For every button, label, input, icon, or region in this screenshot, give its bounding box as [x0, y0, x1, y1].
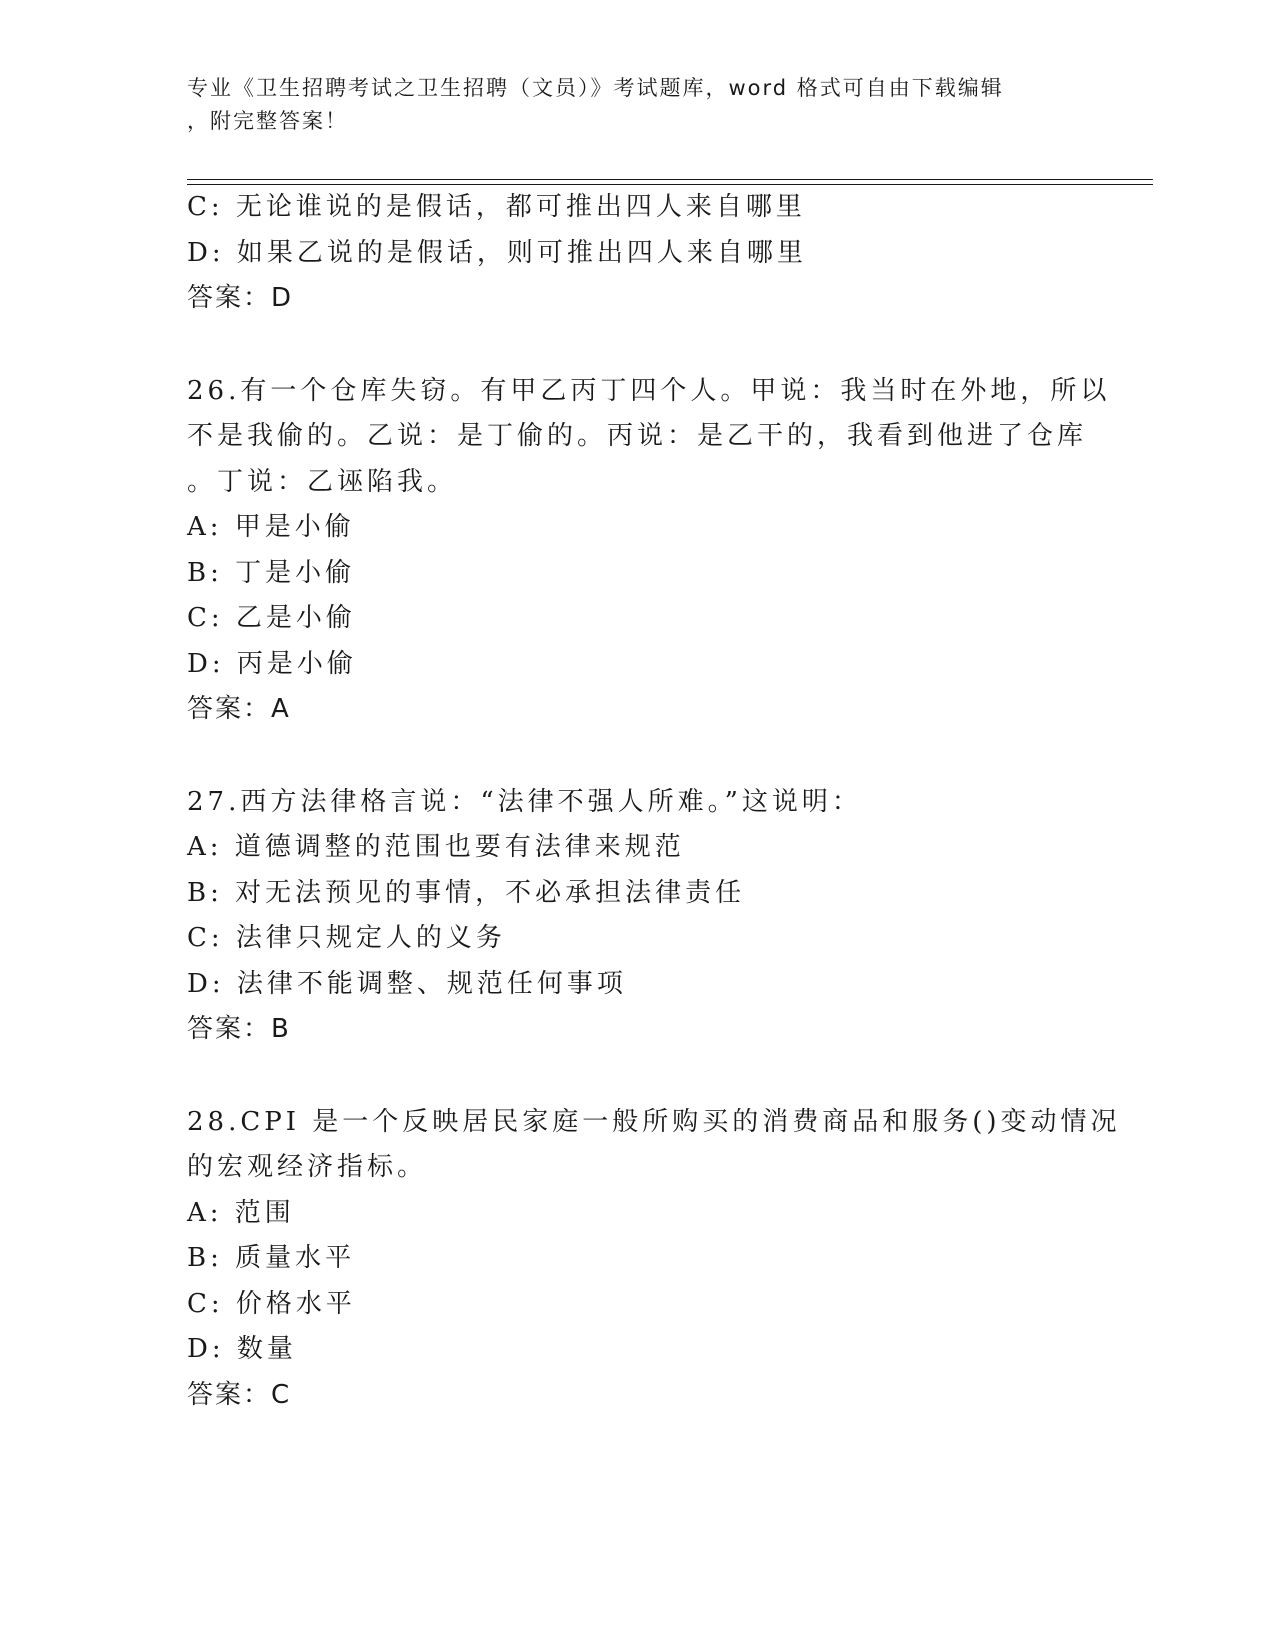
option-c: C: 法律只规定人的义务 — [187, 923, 506, 953]
question-27 — [187, 780, 1087, 1053]
question-stem — [187, 369, 1111, 506]
stem-line: 26.有一个仓库失窃。有甲乙丙丁四个人。甲说：我当时在外地，所以 — [187, 375, 1111, 406]
option-a: A: 范围 — [187, 1197, 295, 1228]
answer-line: 答案：C — [187, 1379, 292, 1410]
stem-line: 不是我偷的。乙说：是丁偷的。丙说：是乙干的，我看到他进了仓库 — [187, 421, 1088, 451]
stem-line: 。丁说：乙诬陷我。 — [187, 466, 458, 497]
option-d: D: 如果乙说的是假话，则可推出四人来自哪里 — [187, 237, 807, 268]
option-d: D: 数量 — [187, 1334, 297, 1364]
option-c: C: 价格水平 — [187, 1288, 356, 1319]
option-b: B: 丁是小偷 — [187, 557, 356, 588]
question-stem — [187, 780, 1087, 826]
answer-line: 答案：D — [187, 283, 294, 313]
question-28 — [187, 1100, 1121, 1419]
option-a: A: 甲是小偷 — [187, 512, 355, 542]
stem-line: 28.CPI 是一个反映居民家庭一般所购买的消费商品和服务()变动情况 — [187, 1106, 1121, 1137]
answer-line: 答案：A — [187, 694, 291, 724]
option-c: C: 乙是小偷 — [187, 603, 356, 633]
spacer — [187, 322, 1087, 369]
option-d: D: 法律不能调整、规范任何事项 — [187, 968, 627, 999]
answer-line: 答案：B — [187, 1014, 291, 1044]
document-header — [187, 72, 1067, 138]
stem-line: 27.西方法律格言说：“法律不强人所难。”这说明： — [187, 786, 862, 817]
option-a: A: 道德调整的范围也要有法律来规范 — [187, 832, 685, 862]
question-26 — [187, 369, 1111, 733]
previous-question-tail — [187, 185, 1087, 322]
spacer — [187, 733, 1087, 780]
option-d: D: 丙是小偷 — [187, 648, 357, 679]
spacer — [187, 1053, 1087, 1100]
option-b: B: 对无法预见的事情，不必承担法律责任 — [187, 877, 746, 908]
document-body — [187, 185, 1121, 1418]
header-divider-top — [187, 179, 1153, 180]
option-c: C: 无论谁说的是假话，都可推出四人来自哪里 — [187, 192, 806, 222]
question-stem — [187, 1100, 1121, 1191]
header-line-1: 专业《卫生招聘考试之卫生招聘（文员）》考试题库，word 格式可自由下载编辑 — [187, 76, 1004, 100]
option-b: B: 质量水平 — [187, 1243, 356, 1273]
header-line-2: ，附完整答案！ — [187, 109, 348, 133]
stem-line: 的宏观经济指标。 — [187, 1152, 428, 1182]
